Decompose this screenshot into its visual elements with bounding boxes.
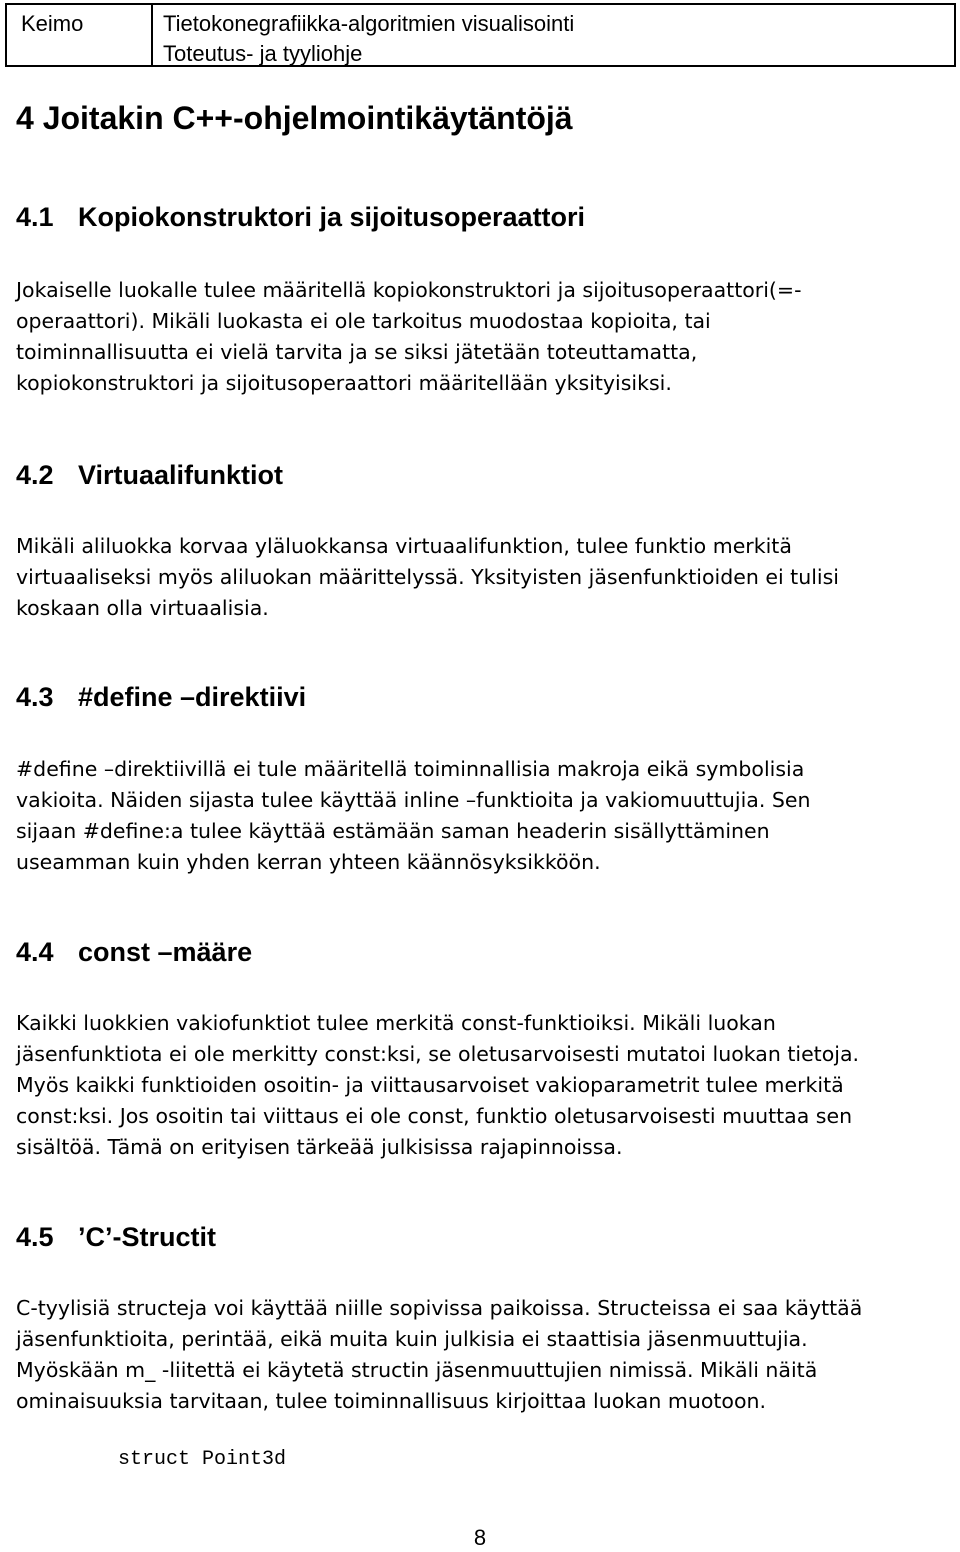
- body-line: Mikäli aliluokka korvaa yläluokkansa virtuaalifunktion, tulee funktio merkitä: [16, 534, 792, 558]
- document-header: [5, 3, 956, 67]
- section-body-4-1: [16, 275, 951, 399]
- section-number: 4.4: [16, 937, 54, 967]
- body-line: vakioita. Näiden sijasta tulee käyttää inline –funktioita ja vakiomuuttujia. Sen: [16, 788, 811, 812]
- section-title: ’C’-Structit: [78, 1222, 216, 1252]
- chapter-title: 4 Joitakin C++-ohjelmointikäytäntöjä: [16, 100, 573, 136]
- header-author: Keimo: [7, 5, 153, 65]
- body-line: Jokaiselle luokalle tulee määritellä kopiokonstruktori ja sijoitusoperaattori(=-: [16, 278, 802, 302]
- body-line: jäsenfunktiota ei ole merkitty const:ksi, se oletusarvoisesti mutatoi luokan tietoja.: [16, 1042, 860, 1066]
- body-line: Kaikki luokkien vakiofunktiot tulee merkitä const-funktioiksi. Mikäli luokan: [16, 1011, 776, 1035]
- page-number: 8: [473, 1525, 487, 1550]
- body-line: sisältöä. Tämä on erityisen tärkeää julkisissa rajapinnoissa.: [16, 1135, 623, 1159]
- section-number: 4.1: [16, 202, 54, 232]
- section-title: #define –direktiivi: [78, 682, 307, 712]
- header-title: Tietokonegrafiikka-algoritmien visualisointi: [163, 11, 575, 36]
- body-line: ominaisuuksia tarvitaan, tulee toiminnallisuus kirjoittaa luokan muotoon.: [16, 1389, 766, 1413]
- body-line: C-tyylisiä structeja voi käyttää niille sopivissa paikoissa. Structeissa ei saa käyttää: [16, 1296, 863, 1320]
- body-line: toiminnallisuutta ei vielä tarvita ja se siksi jätetään toteuttamatta,: [16, 340, 698, 364]
- section-number: 4.2: [16, 460, 54, 490]
- section-number: 4.5: [16, 1222, 54, 1252]
- body-line: Myös kaikki funktioiden osoitin- ja viittausarvoiset vakioparametrit tulee merkitä: [16, 1073, 844, 1097]
- body-line: const:ksi. Jos osoitin tai viittaus ei ole const, funktio oletusarvoisesti muuttaa sen: [16, 1104, 853, 1128]
- body-line: operaattori). Mikäli luokasta ei ole tarkoitus muodostaa kopioita, tai: [16, 309, 711, 333]
- body-line: koskaan olla virtuaalisia.: [16, 596, 269, 620]
- code-snippet: struct Point3d: [118, 1448, 287, 1471]
- section-body-4-2: [16, 531, 951, 624]
- header-subtitle: Toteutus- ja tyyliohje: [163, 41, 363, 66]
- section-heading-4-4: [16, 935, 252, 969]
- section-body-4-5: [16, 1293, 951, 1417]
- section-heading-4-2: [16, 458, 283, 492]
- section-number: 4.3: [16, 682, 54, 712]
- section-heading-4-5: [16, 1220, 216, 1254]
- section-title: Kopiokonstruktori ja sijoitusoperaattori: [78, 202, 586, 232]
- body-line: kopiokonstruktori ja sijoitusoperaattori määritellään yksityisiksi.: [16, 371, 672, 395]
- section-title: Virtuaalifunktiot: [78, 460, 284, 490]
- body-line: virtuaaliseksi myös aliluokan määrittelyssä. Yksityisten jäsenfunktioiden ei tulisi: [16, 565, 839, 589]
- section-title: const –määre: [78, 937, 253, 967]
- body-line: sijaan #define:a tulee käyttää estämään saman headerin sisällyttäminen: [16, 819, 770, 843]
- body-line: #define –direktiivillä ei tule määritellä toiminnallisia makroja eikä symbolisia: [16, 757, 805, 781]
- header-titles: [153, 5, 954, 65]
- section-body-4-4: [16, 1008, 951, 1163]
- body-line: jäsenfunktioita, perintää, eikä muita kuin julkisia ei staattisia jäsenmuuttujia.: [16, 1327, 808, 1351]
- section-body-4-3: [16, 754, 951, 878]
- body-line: Myöskään m_ -liitettä ei käytetä structin jäsenmuuttujien nimissä. Mikäli näitä: [16, 1358, 818, 1382]
- section-heading-4-1: [16, 200, 585, 234]
- body-line: useamman kuin yhden kerran yhteen käännösyksikköön.: [16, 850, 601, 874]
- section-heading-4-3: [16, 680, 306, 714]
